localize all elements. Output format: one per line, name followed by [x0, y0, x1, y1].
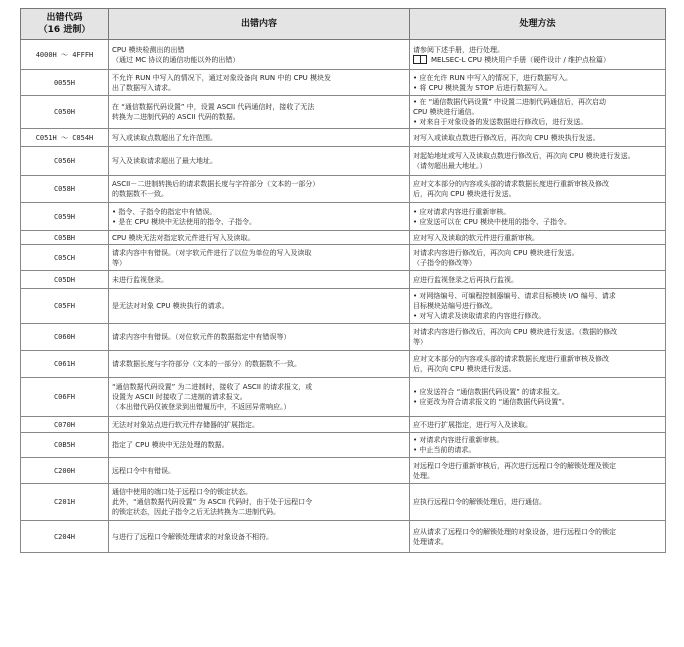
handling-method-line: 对远程口令进行重新审核后，再次进行远程口令的解锁处理及锁定	[413, 461, 616, 470]
handling-method-line: 等）	[413, 338, 427, 346]
handling-method-line: 后，再次向 CPU 模块进行发送。	[413, 190, 516, 198]
error-code-cell: C05FH	[21, 289, 109, 324]
error-content-line: 请求数据长度与字符部分（文本的一部分）的数据数不一致。	[112, 360, 301, 368]
table-row	[21, 417, 666, 433]
error-content-cell	[109, 324, 410, 351]
handling-method-cell	[410, 378, 666, 417]
table-row	[21, 203, 666, 231]
manual-reference-text: MELSEC-L CPU 模块用户手册（硬件设计 / 维护点检篇）	[431, 55, 611, 64]
handling-method-line: • 将 CPU 模块置为 STOP 后进行数据写入。	[413, 83, 552, 92]
error-content-cell	[109, 129, 410, 147]
handling-method-line: • 应对请求内容进行重新审核。	[413, 207, 511, 216]
handling-method-cell	[410, 433, 666, 458]
error-content-line: 写入或读取点数超出了允许范围。	[112, 133, 217, 142]
handling-method-line: 应对写入及读取的软元件进行重新审核。	[413, 233, 539, 242]
error-content-cell	[109, 147, 410, 176]
error-content-line: （通过 MC 协议的通信功能以外的出错）	[112, 55, 240, 64]
table-row	[21, 324, 666, 351]
handling-method-line: 应对文本部分的内容或头部的请求数据长度进行重新审核及修改	[413, 180, 609, 188]
error-code-cell: C050H	[21, 96, 109, 129]
handling-method-cell	[410, 96, 666, 129]
table-row	[21, 378, 666, 417]
handling-method-line: 应不进行扩展指定，进行写入及读取。	[413, 420, 532, 429]
error-content-line: 通信中使用的端口处于远程口令的锁定状态。	[112, 488, 252, 496]
error-content-line: 远程口令中有错误。	[112, 466, 175, 475]
header-code-line2: （16 进制）	[38, 25, 91, 35]
error-content-cell	[109, 417, 410, 433]
handling-method-cell	[410, 417, 666, 433]
handling-method-line	[413, 55, 662, 65]
handling-method-cell	[410, 147, 666, 176]
handling-method-line: （请勿超出最大地址。）	[413, 162, 487, 170]
table-header-row	[21, 9, 666, 40]
error-content-line: 设置为 ASCII 时接收了二进制的请求报文。	[112, 393, 247, 401]
error-content-line: 在 “通信数据代码设置” 中，设置 ASCII 代码通信时，接收了无法	[112, 103, 315, 111]
table-row	[21, 129, 666, 147]
error-content-line: 无法对对象站点进行软元件存储器的扩展指定。	[112, 420, 259, 429]
error-code-cell: C05CH	[21, 245, 109, 271]
handling-method-cell	[410, 521, 666, 553]
handling-method-line: 后，再次向 CPU 模块进行发送。	[413, 365, 516, 373]
table-row	[21, 147, 666, 176]
handling-method-line: • 对写入请求及读取请求的内容进行修改。	[413, 312, 546, 320]
error-content-cell	[109, 231, 410, 245]
error-content-line: 指定了 CPU 模块中无法处理的数据。	[112, 441, 229, 449]
error-content-line: 等）	[112, 258, 126, 267]
header-handling-method: 处理方法	[410, 9, 666, 40]
handling-method-cell	[410, 458, 666, 484]
handling-method-cell	[410, 231, 666, 245]
handling-method-line: 应进行监视登录之后再执行监视。	[413, 275, 518, 284]
handling-method-line: 应对文本部分的内容或头部的请求数据长度进行重新审核及修改	[413, 355, 609, 363]
handling-method-line: • 应在允许 RUN 中写入的情况下，进行数据写入。	[413, 73, 573, 82]
error-code-cell: C204H	[21, 521, 109, 553]
error-code-cell: C05BH	[21, 231, 109, 245]
error-content-line: ASCII－二进制转换后的请求数据长度与字符部分（文本的一部分）	[112, 180, 320, 188]
error-content-line: 的锁定状态，因此子指令之后无法转换为二进制代码。	[112, 508, 280, 516]
error-content-cell	[109, 96, 410, 129]
table-row	[21, 96, 666, 129]
error-content-cell	[109, 271, 410, 289]
table-row	[21, 484, 666, 521]
error-content-line: CPU 模块无法对指定软元件进行写入及读取。	[112, 233, 255, 242]
error-code-cell: C051H ～ C054H	[21, 129, 109, 147]
handling-method-line: • 在 “通信数据代码设置” 中设置二进制代码通信后，再次启动	[413, 98, 607, 106]
handling-method-cell	[410, 176, 666, 203]
handling-method-line: 处理。	[413, 471, 434, 480]
error-content-cell	[109, 245, 410, 271]
error-content-line: 未进行监视登录。	[112, 275, 168, 284]
error-code-table	[20, 8, 666, 553]
table-row	[21, 40, 666, 70]
table-row	[21, 458, 666, 484]
error-code-cell: C06FH	[21, 378, 109, 417]
handling-method-line: 目标模块站编号进行修改。	[413, 302, 497, 310]
error-code-table-container	[20, 8, 665, 553]
table-row	[21, 433, 666, 458]
error-content-cell	[109, 40, 410, 70]
handling-method-line: • 应发送符合 “通信数据代码设置” 的请求报文。	[413, 388, 565, 396]
handling-method-cell	[410, 129, 666, 147]
table-row	[21, 289, 666, 324]
table-body	[21, 40, 666, 553]
error-code-cell: C059H	[21, 203, 109, 231]
manual-book-icon	[413, 55, 427, 64]
error-content-line: 的数据数不一致。	[112, 190, 168, 198]
error-code-cell: C05DH	[21, 271, 109, 289]
error-content-cell	[109, 203, 410, 231]
handling-method-line: • 中止当前的请求。	[413, 446, 476, 454]
handling-method-line: 对请求内容进行修改后，再次向 CPU 模块进行发送。（数据的修改	[413, 328, 618, 336]
error-code-cell: 4000H ～ 4FFFH	[21, 40, 109, 70]
error-content-line: • 是在 CPU 模块中无法使用的指令、子指令。	[112, 217, 257, 226]
header-error-code	[21, 9, 109, 40]
error-code-cell: C056H	[21, 147, 109, 176]
error-content-line: CPU 模块检测出的出错	[112, 45, 185, 54]
error-content-line: 出了数据写入请求。	[112, 83, 175, 92]
handling-method-cell	[410, 40, 666, 70]
header-error-content: 出错内容	[109, 9, 410, 40]
error-content-line: 不允许 RUN 中写入的情况下，通过对象设备向 RUN 中的 CPU 模块发	[112, 73, 332, 82]
error-content-cell	[109, 484, 410, 521]
error-content-line: 转换为二进制代码的 ASCII 代码的数据。	[112, 113, 240, 121]
handling-method-line: 对起始地址或写入及读取点数进行修改后，再次向 CPU 模块进行发送。	[413, 152, 635, 160]
table-row	[21, 245, 666, 271]
table-row	[21, 70, 666, 96]
error-content-cell	[109, 176, 410, 203]
error-content-cell	[109, 433, 410, 458]
table-row	[21, 231, 666, 245]
error-content-cell	[109, 521, 410, 553]
handling-method-line: • 对网络编号、可编程控制器编号、请求目标模块 I/O 编号、请求	[413, 292, 616, 300]
handling-method-line: • 应发送可以在 CPU 模块中使用的指令、子指令。	[413, 217, 572, 226]
table-row	[21, 351, 666, 378]
error-content-cell	[109, 289, 410, 324]
error-content-line: 写入及读取请求超出了最大地址。	[112, 157, 217, 165]
error-content-line: 请求内容中有错误。（对位软元件的数据指定中有错误等）	[112, 333, 291, 341]
error-code-cell: C060H	[21, 324, 109, 351]
error-code-cell: 0055H	[21, 70, 109, 96]
error-content-line: “通信数据代码设置” 为二进制时，接收了 ASCII 的请求报文，或	[112, 383, 313, 391]
handling-method-line: （子指令的修改等）	[413, 258, 476, 267]
handling-method-line: 处理请求。	[413, 537, 448, 546]
error-content-line: 请求内容中有错误。（对字软元件进行了以位为单位的写入及读取	[112, 248, 312, 257]
handling-method-line: CPU 模块进行通信。	[413, 108, 479, 116]
error-content-cell	[109, 70, 410, 96]
error-content-line: • 指令、子指令的指定中有错误。	[112, 207, 217, 216]
error-content-line: 与进行了远程口令解锁处理请求的对象设备不相符。	[112, 532, 273, 541]
error-code-cell: C061H	[21, 351, 109, 378]
table-row	[21, 176, 666, 203]
table-row	[21, 271, 666, 289]
error-content-cell	[109, 458, 410, 484]
handling-method-line: • 对请求内容进行重新审核。	[413, 436, 504, 444]
handling-method-cell	[410, 70, 666, 96]
error-content-line: （本出错代码仅被登录到出错履历中，不返回异常响应。）	[112, 403, 291, 411]
error-code-cell: C070H	[21, 417, 109, 433]
table-row	[21, 521, 666, 553]
handling-method-cell	[410, 351, 666, 378]
error-code-cell: C0B5H	[21, 433, 109, 458]
handling-method-line: 应从请求了远程口令的解锁处理的对象设备，进行远程口令的锁定	[413, 527, 616, 536]
error-code-cell: C058H	[21, 176, 109, 203]
header-code-line1: 出错代码	[46, 13, 83, 23]
error-content-cell	[109, 351, 410, 378]
error-code-cell: C201H	[21, 484, 109, 521]
handling-method-cell	[410, 271, 666, 289]
handling-method-cell	[410, 484, 666, 521]
handling-method-cell	[410, 324, 666, 351]
handling-method-line: 应执行远程口令的解锁处理后，进行通信。	[413, 498, 546, 506]
error-content-line: 是无法对对象 CPU 模块执行的请求。	[112, 302, 229, 310]
error-code-cell: C200H	[21, 458, 109, 484]
handling-method-line: 对写入或读取点数进行修改后，再次向 CPU 模块执行发送。	[413, 133, 600, 142]
handling-method-line: • 应更改为符合请求报文的 “通信数据代码设置”。	[413, 398, 569, 406]
handling-method-cell	[410, 203, 666, 231]
handling-method-line: • 对来自于对象设备的发送数据进行修改后，进行发送。	[413, 118, 588, 126]
handling-method-line: 对请求内容进行修改后，再次向 CPU 模块进行发送。	[413, 248, 579, 257]
handling-method-cell	[410, 245, 666, 271]
error-content-cell	[109, 378, 410, 417]
handling-method-line: 请参阅下述手册，进行处理。	[413, 45, 504, 54]
error-content-line: 此外，“通信数据代码设置” 为 ASCII 代码时，由于处于远程口令	[112, 498, 313, 506]
handling-method-cell	[410, 289, 666, 324]
